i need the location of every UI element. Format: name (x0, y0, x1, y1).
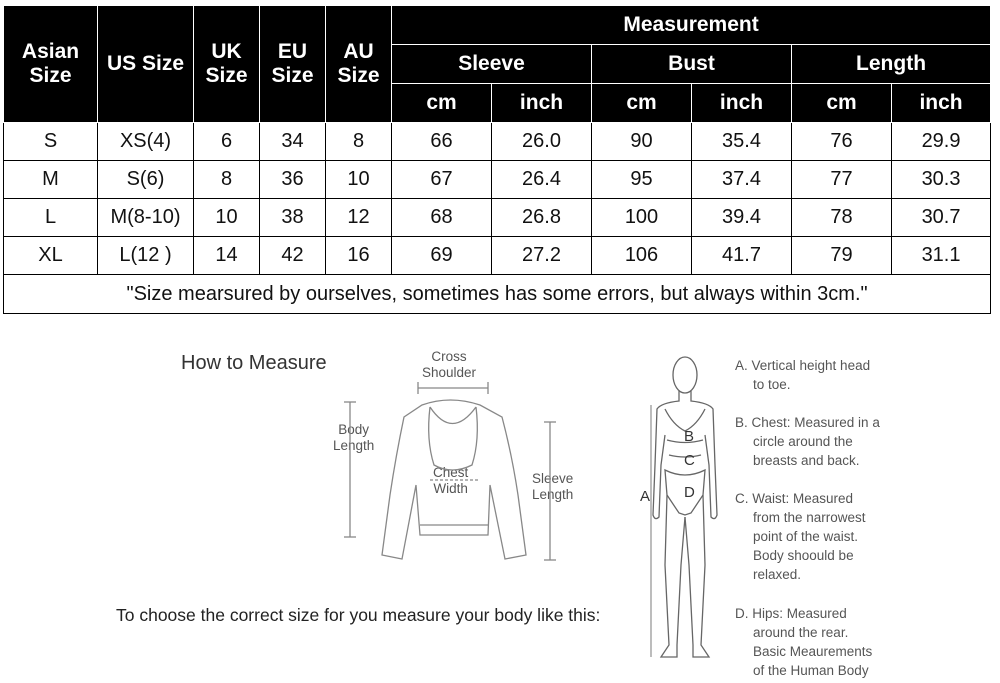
table-cell: 35.4 (692, 123, 792, 161)
header-bust: Bust (592, 45, 792, 84)
how-to-measure-title: How to Measure (181, 352, 327, 374)
legend-item-a: A. Vertical height head to toe. (735, 358, 871, 392)
body-letter-d: D (684, 484, 695, 501)
size-chart-table (3, 5, 991, 314)
table-cell: 69 (392, 237, 492, 275)
header-au-size: AU Size (326, 6, 392, 123)
table-cell: XL (4, 237, 98, 275)
sleeve-length-label: Sleeve Length (532, 471, 574, 502)
chest-width-label: Chest Width (433, 465, 469, 496)
legend-item-d: D. Hips: Measured around the rear. Basic Meaurements of the Human Body (735, 606, 873, 678)
table-cell: 10 (194, 199, 260, 237)
table-cell: M (4, 161, 98, 199)
table-cell: 6 (194, 123, 260, 161)
table-cell: 41.7 (692, 237, 792, 275)
table-cell: 78 (792, 199, 892, 237)
table-cell: 68 (392, 199, 492, 237)
table-cell: 76 (792, 123, 892, 161)
table-note: "Size mearsured by ourselves, sometimes has some errors, but always within 3cm." (4, 275, 991, 314)
header-uk-size: UK Size (194, 6, 260, 123)
table-cell: 42 (260, 237, 326, 275)
table-cell: 16 (326, 237, 392, 275)
table-row (4, 199, 991, 237)
table-cell: 10 (326, 161, 392, 199)
table-cell: 8 (194, 161, 260, 199)
table-cell: L(12 ) (98, 237, 194, 275)
table-cell: 95 (592, 161, 692, 199)
table-cell: S (4, 123, 98, 161)
table-cell: 77 (792, 161, 892, 199)
table-cell: 79 (792, 237, 892, 275)
body-letter-b: B (684, 428, 695, 445)
header-asian-size: Asian Size (4, 6, 98, 123)
header-measurement: Measurement (392, 6, 991, 45)
table-cell: 29.9 (892, 123, 991, 161)
head (673, 357, 697, 393)
table-cell: 30.3 (892, 161, 991, 199)
body-length-label: Body Length (333, 422, 375, 453)
table-cell: M(8-10) (98, 199, 194, 237)
table-cell: 67 (392, 161, 492, 199)
table-cell: 106 (592, 237, 692, 275)
header-unit: cm (792, 84, 892, 123)
header-sleeve: Sleeve (392, 45, 592, 84)
table-cell: L (4, 199, 98, 237)
table-cell: S(6) (98, 161, 194, 199)
header-unit: cm (392, 84, 492, 123)
header-unit: inch (892, 84, 991, 123)
table-cell: XS(4) (98, 123, 194, 161)
table-cell: 27.2 (492, 237, 592, 275)
body-letter-a: A (640, 488, 651, 505)
cross-shoulder-label: Cross Shoulder (422, 349, 477, 380)
table-row (4, 161, 991, 199)
table-cell: 34 (260, 123, 326, 161)
table-cell: 39.4 (692, 199, 792, 237)
table-row (4, 123, 991, 161)
body-figure-diagram (625, 345, 735, 665)
table-cell: 30.7 (892, 199, 991, 237)
table-cell: 8 (326, 123, 392, 161)
size-rows (4, 123, 991, 314)
header-length: Length (792, 45, 991, 84)
table-cell: 14 (194, 237, 260, 275)
table-cell: 66 (392, 123, 492, 161)
header-unit: inch (492, 84, 592, 123)
table-cell: 26.0 (492, 123, 592, 161)
header-us-size: US Size (98, 6, 194, 123)
table-cell: 12 (326, 199, 392, 237)
table-cell: 38 (260, 199, 326, 237)
body-letter-c: C (684, 452, 695, 469)
table-cell: 37.4 (692, 161, 792, 199)
measure-instruction: To choose the correct size for you measure your body like this: (116, 605, 601, 625)
header-eu-size: EU Size (260, 6, 326, 123)
table-cell: 26.8 (492, 199, 592, 237)
table-row (4, 237, 991, 275)
table-cell: 26.4 (492, 161, 592, 199)
table-cell: 36 (260, 161, 326, 199)
table-cell: 90 (592, 123, 692, 161)
header-unit: cm (592, 84, 692, 123)
table-cell: 31.1 (892, 237, 991, 275)
table-cell: 100 (592, 199, 692, 237)
header-unit: inch (692, 84, 792, 123)
sweater-diagram (330, 345, 570, 575)
legend-item-c: C. Waist: Measured from the narrowest point of the waist. Body shoould be relaxed. (735, 491, 866, 582)
legend-item-b: B. Chest: Measured in a circle around the breasts and back. (735, 415, 880, 468)
